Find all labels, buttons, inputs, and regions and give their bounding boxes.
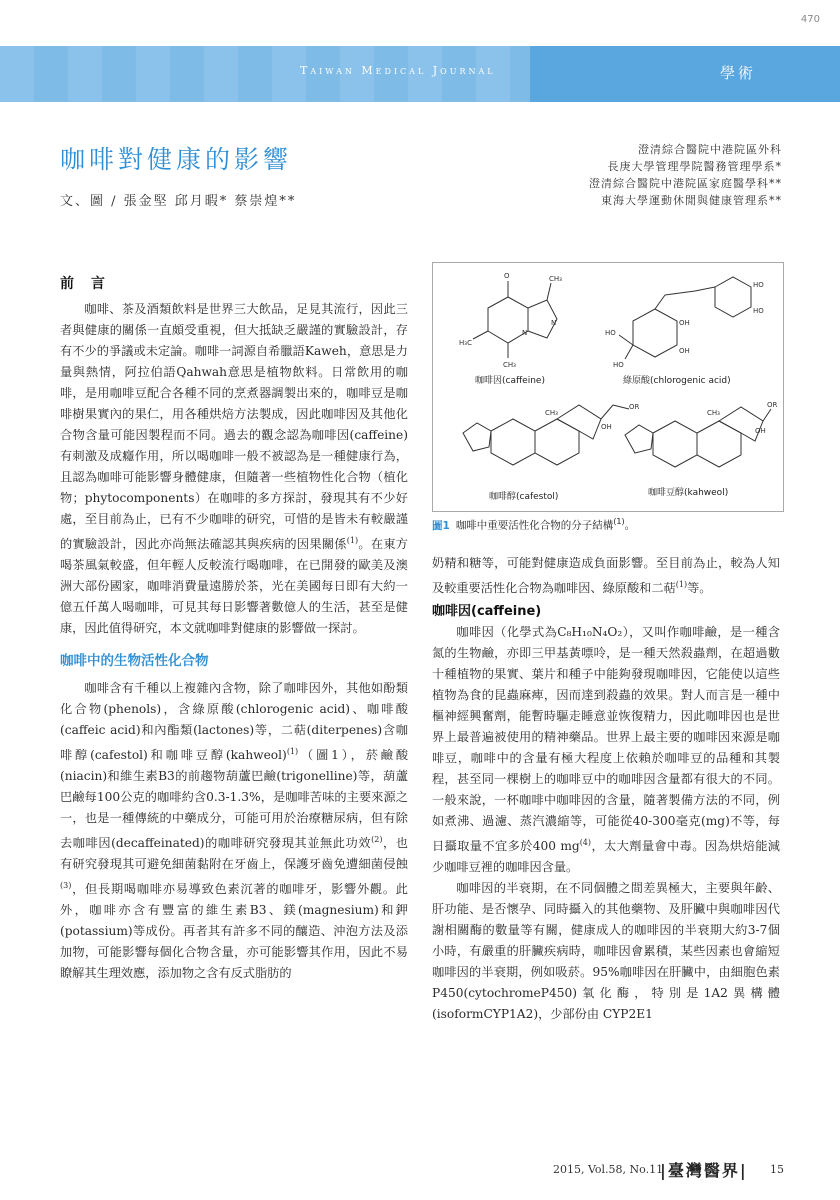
caffeine-paragraph: 咖啡因（化學式為C₈H₁₀N₄O₂），又叫作咖啡鹼，是一種含氮的生物鹼，亦即三甲基黃嘌呤，是一種天然殺蟲劑，在超過數十種植物的果實、葉片和種子中能夠發現咖啡因，它能使以這些植物為食的昆蟲麻痺，因而達到殺蟲的效果。對人而言是一種中樞神經興奮劑，能暫時驅走睡意並恢復精力，因此咖啡因也是世界上最普遍被使用的精神藥品。世界上最主要的咖啡因來源是咖啡豆，咖啡中的含量有極大程度上依賴於咖啡豆的品種和其製程，甚至同一棵樹上的咖啡豆中的咖啡因含量都有很大的不同。一般來說，一杯咖啡中咖啡因的含量，隨著製備方法的不同，例如煮沸、過濾、蒸汽濃縮等，可能從40-300毫克(mg)不等，每日攝取量不宜多於400 $mg^{(4)}$，太大劑量會中毒。因為烘焙能減少咖啡豆裡的咖啡因含量。	[432, 625, 780, 875]
atom-label: CH₃	[503, 361, 516, 369]
footer-issue: 2015, Vol.58, No.11	[553, 1163, 664, 1176]
affiliation: 長庚大學管理學院醫務管理學系*	[607, 160, 782, 173]
reference-mark: (3)	[60, 881, 72, 891]
atom-label: CH₃	[549, 275, 562, 283]
phenol-ring	[715, 277, 751, 317]
affiliation: 澄清綜合醫院中港院區家庭醫學科**	[589, 177, 782, 190]
atom-label: CH₃	[545, 409, 558, 417]
reference-mark: (4)	[579, 838, 592, 848]
intro-heading: 前 言	[60, 276, 111, 292]
chlorogenic-ring	[633, 309, 677, 357]
label-kahweol: 咖啡豆醇(kahweol)	[648, 488, 729, 498]
figure-caption: 圖1 咖啡中重要活性化合物的分子結構$^{(1)}$。	[432, 517, 636, 532]
bioactive-heading: 咖啡中的生物活性化合物	[60, 653, 209, 670]
top-page-number: 470	[800, 14, 820, 25]
kahweol-ring-b	[697, 421, 741, 467]
affiliation: 東海大學運動休閒與健康管理系**	[601, 194, 782, 207]
molecule-drawings	[433, 263, 783, 511]
footer-journal-logo: |臺灣醫界|	[660, 1161, 748, 1180]
article-title: 咖啡對健康的影響	[60, 145, 293, 174]
atom-label: OR	[629, 403, 640, 411]
atom-label: O	[504, 272, 510, 280]
affiliations	[589, 141, 782, 209]
bioactive-paragraph: 咖啡含有千種以上複雜內含物，除了咖啡因外，其他如酚類化合物(phenols)，含綠原酸(chlorogenic acid)、咖啡酸(caffeic acid)和內酯類(lactones)等，二萜(diterpenes)含咖啡醇(cafestol)和咖啡豆醇(kahweol)$^{(1)}$（圖1），菸鹼酸(niacin)和維生素B3的前趨物葫蘆巴鹼(trigonelline)等，葫蘆巴鹼每100公克的咖啡約含0.3-1.3%，是咖啡苦味的主要來源之一，也是一種傳統的中藥成分，可能可用於治療糖尿病，但有除去咖啡因(decaffeinated)的咖啡研究發現其並無此功效$^{(2)}$，也有研究發現其可避免細菌黏附在牙齒上，保護牙齒免遭細菌侵蝕$^{(3)}$，但長期喝咖啡亦易導致色素沉著的咖啡牙，影響外觀。此外，咖啡亦含有豐富的維生素B3、鎂(magnesium)和鉀(potassium)等成份。再者其有許多不同的釀造、沖泡方法及添加物，可能影響每個化合物含量，亦可能影響其作用，因此不易瞭解其生理效應，添加物之含有反式脂肪的	[60, 681, 409, 981]
atom-label: HO	[753, 307, 764, 315]
atom-label: HO	[753, 281, 764, 289]
cafestol-furan	[463, 423, 491, 451]
atom-label: CH₃	[707, 409, 720, 417]
section-label: 學術	[720, 64, 757, 82]
continued-paragraph: 奶精和糖等，可能對健康造成負面影響。至目前為止，較為人知及較重要活性化合物為咖啡因、綠原酸和二萜$^{(1)}$等。	[432, 556, 780, 596]
reference-mark: (1)	[286, 747, 299, 757]
caption-number: 圖1	[432, 519, 450, 532]
right-column	[432, 553, 780, 1025]
label-cafestol: 咖啡醇(cafestol)	[489, 492, 559, 502]
section-tab	[530, 46, 840, 102]
atom-label: N	[522, 329, 528, 337]
reference-mark: (1)	[675, 580, 688, 589]
atom-label: OH	[679, 319, 690, 327]
intro-paragraph: 咖啡、茶及酒類飲料是世界三大飲品，足見其流行，因此三者與健康的關係一直頗受重視，但大抵缺乏嚴謹的實驗設計，存有不少的爭議或未定論。咖啡一詞源自希臘語Kaweh，意思是力量與熱情，阿拉伯語Qahwah意思是植物飲料。日常飲用的咖啡，是用咖啡豆配合各種不同的烹煮器調製出來的，咖啡豆是咖啡樹果實內的果仁，用各種烘焙方法製成，因此咖啡因及其他化合物含量可能因製程而不同。過去的觀念認為咖啡因(caffeine)有刺激及成癮作用，所以喝咖啡一般不被認為是一種健康行為，且認為咖啡可能影響身體健康，但隨著一些植物性化合物（植化物；phytocomponents）在咖啡的多方探討，發現其有不少好處，至目前為止，已有不少咖啡的研究，可惜的是皆未有較嚴謹的實驗設計，因此亦尚無法確認其與疾病的因果關係$^{(1)}$。在東方喝茶風氣較盛，但年輕人反較流行喝咖啡，在已開發的歐美及澳洲大部份國家，咖啡消費量遠勝於茶，光在美國每日即有大約一億五仟萬人喝咖啡，可見其每日影響著數億人的生活，甚至是健康，因此值得研究，本文就咖啡對健康的影響做一探討。	[60, 302, 408, 636]
kahweol-furan	[625, 425, 653, 453]
reference-mark: (2)	[371, 835, 383, 845]
caffeine-heading: 咖啡因(caffeine)	[432, 604, 542, 620]
atom-label: HO	[605, 329, 616, 337]
byline: 文、圖 / 張金堅 邱月暇* 蔡崇煌**	[60, 194, 297, 209]
atom-label: N	[551, 319, 557, 327]
kahweol-ring-a	[653, 421, 697, 467]
footer-page-number: 15	[770, 1163, 784, 1176]
atom-label: H₃C	[459, 339, 472, 347]
reference-mark: (1)	[346, 536, 359, 545]
atom-label: HO	[613, 361, 624, 369]
reference-mark: (1)	[613, 517, 625, 526]
atom-label: OR	[767, 401, 778, 409]
figure-molecular-structures	[432, 262, 784, 512]
left-column	[60, 274, 408, 984]
affiliation: 澄清綜合醫院中港院區外科	[638, 143, 782, 156]
label-caffeine: 咖啡因(caffeine)	[475, 376, 545, 386]
atom-label: OH	[601, 423, 612, 431]
atom-label: OH	[679, 347, 690, 355]
atom-label: OH	[755, 427, 766, 435]
half-life-paragraph: 咖啡因的半衰期，在不同個體之間差異極大，主要與年齡、肝功能、是否懷孕、同時攝入的其他藥物、及肝臟中與咖啡因代謝相關酶的數量等有關，健康成人的咖啡因的半衰期大約3-7個小時，有嚴重的肝臟疾病時，咖啡因會累積，某些因素也會縮短咖啡因的半衰期，例如吸菸。95%咖啡因在肝臟中，由細胞色素P450(cytochromeP450)氧化酶，特別是1A2異構體(isoformCYP1A2)，少部份由 CYP2E1	[432, 881, 780, 1022]
cafestol-ring-a	[491, 419, 535, 465]
label-chlorogenic-acid: 綠原酸(chlorogenic acid)	[623, 376, 731, 386]
journal-name: Taiwan Medical Journal	[300, 64, 496, 77]
cafestol-ring-b	[535, 419, 579, 465]
